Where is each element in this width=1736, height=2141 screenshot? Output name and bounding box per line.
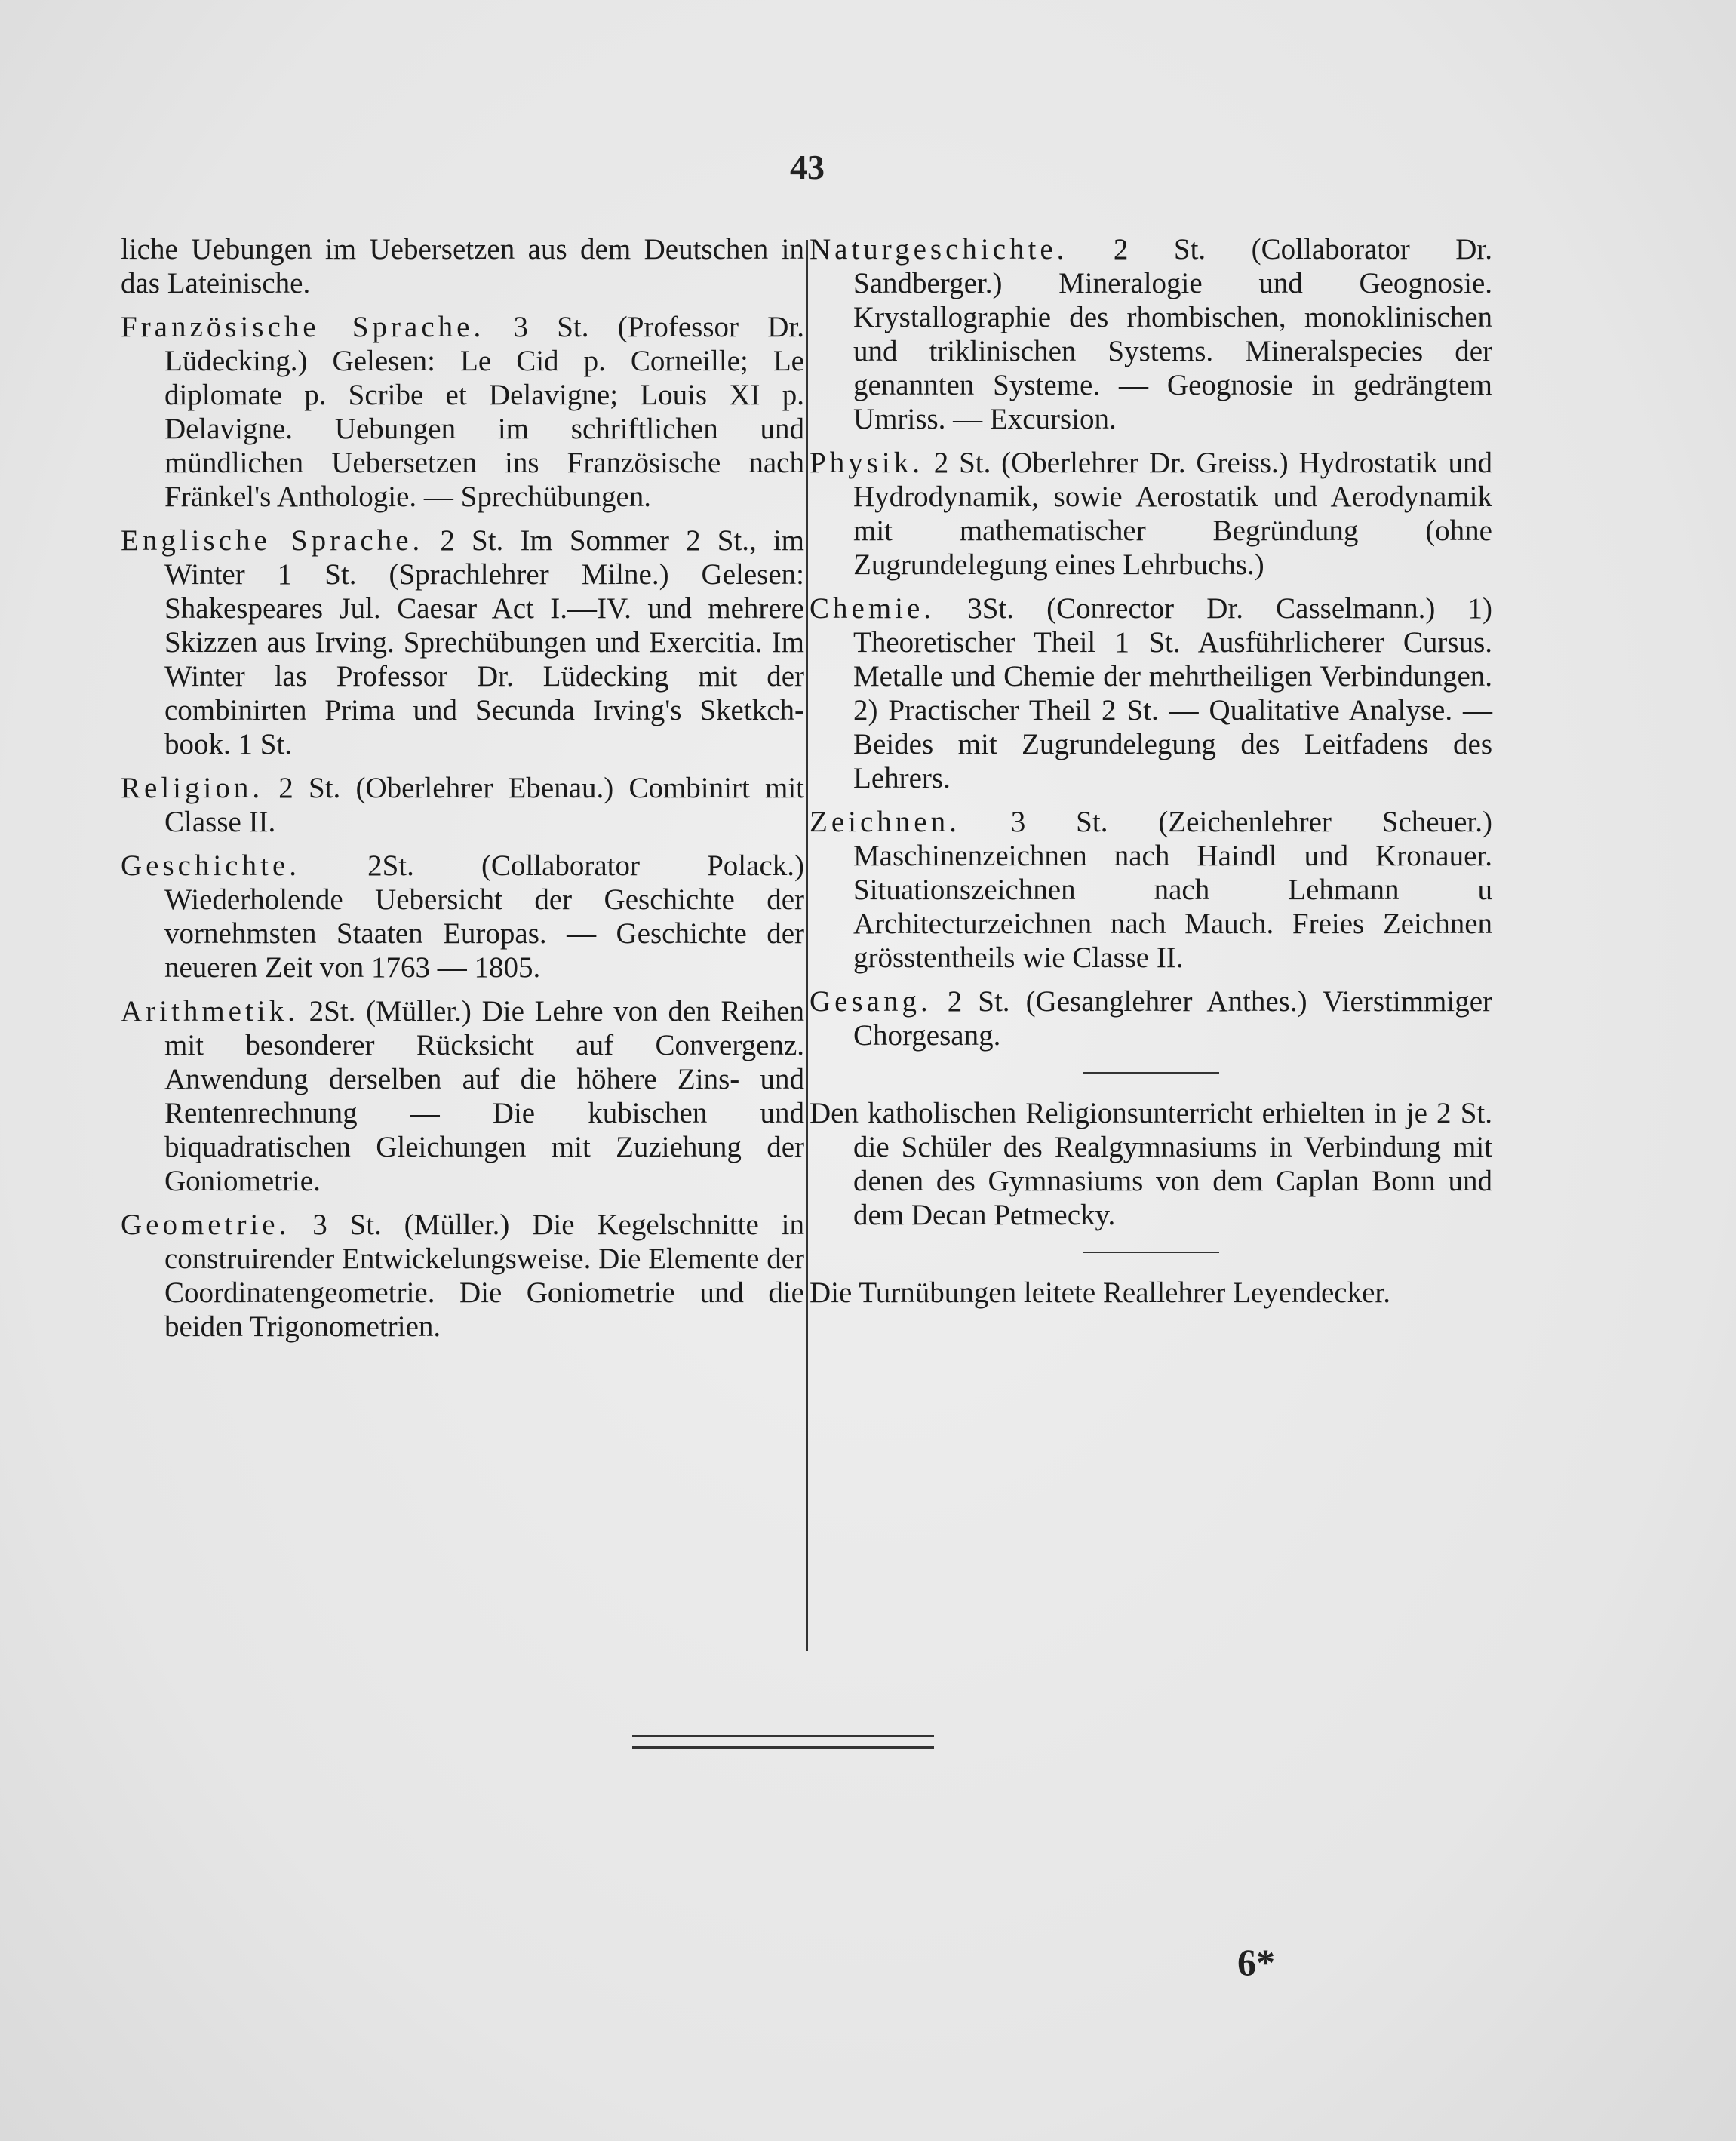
column-divider bbox=[806, 240, 808, 1651]
paragraph-religion bbox=[121, 771, 804, 839]
subject-heading: Religion. bbox=[121, 772, 264, 804]
page-number: 43 bbox=[790, 148, 825, 186]
subject-heading: Gesang. bbox=[810, 985, 932, 1018]
subject-heading: Arithmetik. bbox=[121, 995, 299, 1027]
section-rule bbox=[1083, 1252, 1219, 1253]
double-rule bbox=[632, 1735, 934, 1749]
paragraph-latin-continuation bbox=[121, 232, 804, 300]
paragraph-text: 3 St. (Zeichenlehrer Scheuer.) Maschinenzeichnen nach Haindl und Kronauer. Situationszeichnen nach Lehmann u Architecturzeichnen nach Mauch. Freies Zeichnen grösstentheils wie Classe II. bbox=[853, 806, 1492, 974]
paragraph-turnuebungen bbox=[810, 1276, 1492, 1310]
paragraph-text: 3 St. (Müller.) Die Kegelschnitte in construirender Entwickelungsweise. Die Elemente der Coordinatengeometrie. Die Goniometrie und die beiden Trigonometrien. bbox=[164, 1209, 804, 1343]
subject-heading: Geschichte. bbox=[121, 849, 301, 882]
paragraph-text: 3St. (Conrector Dr. Casselmann.) 1) Theoretischer Theil 1 St. Ausführlicherer Cursus. Metalle und Chemie der mehrtheiligen Verbindungen. 2) Practischer Theil 2 St. — Qualitative Analyse. — Beides mit Zugrundelegung des Leitfadens des Lehrers. bbox=[853, 592, 1492, 794]
subject-heading: Geometrie. bbox=[121, 1209, 290, 1241]
subject-heading: Englische Sprache. bbox=[121, 524, 424, 557]
paragraph-arithmetik bbox=[121, 994, 804, 1198]
paragraph-text: 2St. (Collaborator Polack.) Wiederholende Uebersicht der Geschichte der vornehmsten Staaten Europas. — Geschichte der neueren Zeit von 1763 — 1805. bbox=[164, 849, 804, 984]
right-column bbox=[810, 232, 1492, 1319]
paragraph-text: 2St. (Müller.) Die Lehre von den Reihen mit besonderer Rücksicht auf Convergenz. Anwendung derselben auf die höhere Zins- und Rentenrechnung — Die kubischen und biquadratischen Gleichungen mit Zuziehung der Goniometrie. bbox=[164, 995, 805, 1197]
subject-heading: Französische Sprache. bbox=[121, 311, 485, 343]
section-rule bbox=[1083, 1072, 1219, 1074]
subject-heading: Physik. bbox=[810, 447, 923, 479]
paragraph-text: 2 St. (Gesanglehrer Anthes.) Vierstimmiger Chorgesang. bbox=[853, 985, 1492, 1052]
paragraph-text: 2 St. Im Sommer 2 St., im Winter 1 St. (Sprachlehrer Milne.) Gelesen: Shakespeares Jul. Caesar Act I.—IV. und mehrere Skizzen aus Irving. Sprechübungen und Exercitia. Im Winter las Professor Dr. Lüdecking mit der combinirten Prima und Secunda Irving's Sketkch-book. 1 St. bbox=[164, 524, 805, 760]
paragraph-text: 2 St. (Oberlehrer Ebenau.) Combinirt mit Classe II. bbox=[164, 772, 804, 838]
paragraph-text: Den katholischen Religionsunterricht erhielten in je 2 St. die Schüler des Realgymnasiums in Verbindung mit denen des Gymnasiums von dem Caplan Bonn und dem Decan Petmecky. bbox=[810, 1097, 1492, 1231]
paragraph-zeichnen bbox=[810, 805, 1492, 975]
paragraph-physik bbox=[810, 446, 1492, 582]
paragraph-gesang bbox=[810, 984, 1492, 1052]
paragraph-naturgeschichte bbox=[810, 232, 1492, 436]
paragraph-religionsunterricht bbox=[810, 1096, 1492, 1232]
paragraph-text: liche Uebungen im Uebersetzen aus dem Deutschen in das Lateinische. bbox=[121, 233, 804, 299]
paragraph-franzoesisch bbox=[121, 310, 804, 514]
left-column bbox=[121, 232, 804, 1353]
subject-heading: Zeichnen. bbox=[810, 806, 960, 838]
paragraph-text: 3 St. (Professor Dr. Lüdecking.) Gelesen: Le Cid p. Corneille; Le diplomate p. Scribe et Delavigne; Louis XI p. Delavigne. Uebungen im schriftlichen und mündlichen Uebersetzen ins Französische nach Fränkel's Anthologie. — Sprechübungen. bbox=[164, 311, 804, 513]
paragraph-chemie bbox=[810, 591, 1492, 795]
paragraph-geometrie bbox=[121, 1208, 804, 1344]
paragraph-text: 2 St. (Oberlehrer Dr. Greiss.) Hydrostatik und Hydrodynamik, sowie Aerostatik und Aerodynamik mit mathematischer Begründung (ohne Zugrundelegung eines Lehrbuchs.) bbox=[853, 447, 1492, 581]
paragraph-englisch bbox=[121, 524, 804, 761]
paragraph-geschichte bbox=[121, 849, 804, 984]
paragraph-text: Die Turnübungen leitete Reallehrer Leyendecker. bbox=[810, 1276, 1390, 1309]
signature-mark: 6* bbox=[1237, 1941, 1275, 1983]
subject-heading: Chemie. bbox=[810, 592, 936, 625]
paragraph-text: 2 St. (Collaborator Dr. Sandberger.) Mineralogie und Geognosie. Krystallographie des rhombischen, monoklinischen und triklinischen Systems. Mineralspecies der genannten Systeme. — Geognosie in gedrängtem Umriss. — Excursion. bbox=[853, 233, 1492, 435]
subject-heading: Naturgeschichte. bbox=[810, 233, 1068, 266]
